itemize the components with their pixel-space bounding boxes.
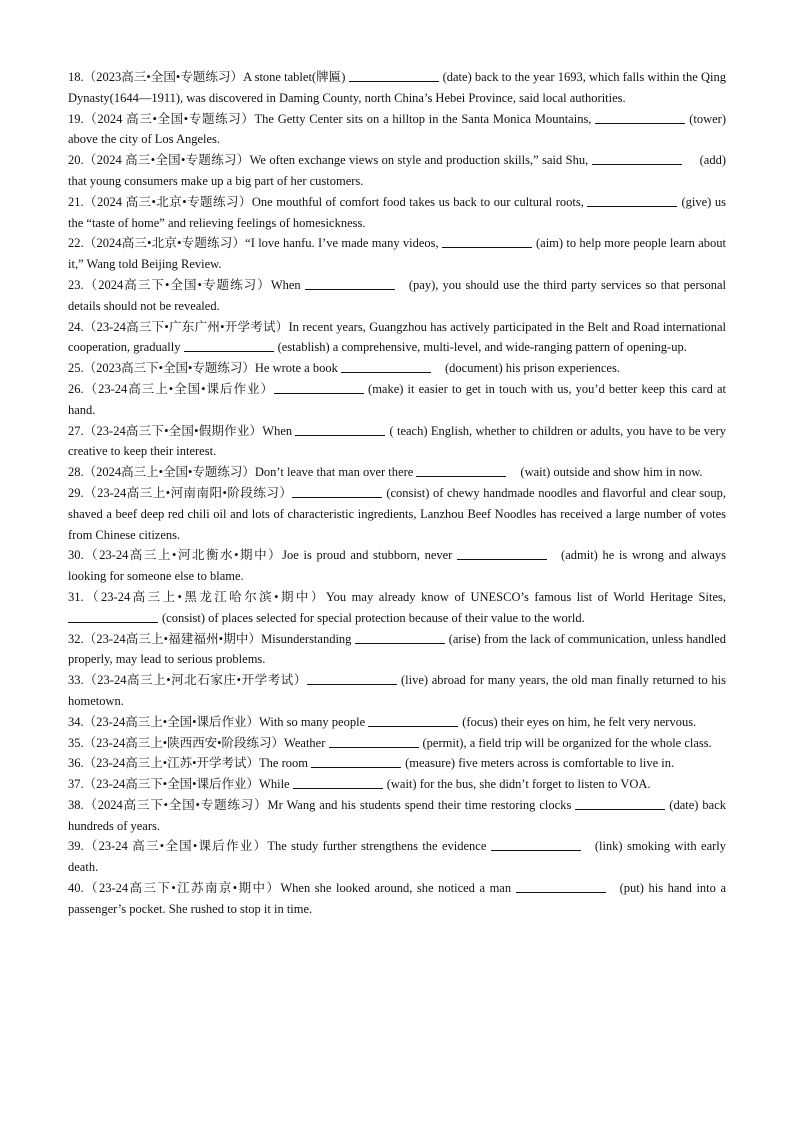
question-item: [68, 670, 726, 712]
question-text-after-blank: (permit), a field trip will be organized for the whole class.: [422, 735, 712, 750]
answer-blank[interactable]: [368, 713, 458, 727]
answer-blank[interactable]: [587, 193, 677, 207]
question-source: （23-24高三下•江苏南京•期中）: [83, 881, 281, 896]
answer-blank[interactable]: [592, 151, 682, 165]
answer-blank[interactable]: [491, 837, 581, 851]
answer-blank[interactable]: [292, 484, 382, 498]
question-number: 36.: [68, 756, 84, 771]
question-text-after-blank: (measure) five meters across is comfortable to live in.: [405, 756, 675, 771]
question-text-after-blank: (pay), you should use the third party services so that personal details should not be revealed.: [68, 277, 726, 313]
question-item: [68, 712, 726, 733]
question-item: [68, 733, 726, 754]
question-text-before-blank: While: [259, 777, 290, 792]
question-text-after-blank: (put) his hand into a passenger’s pocket. She rushed to stop it in time.: [68, 881, 727, 916]
question-item: [68, 67, 726, 109]
answer-blank[interactable]: [68, 609, 158, 623]
question-number: 38.: [68, 797, 84, 812]
answer-blank[interactable]: [295, 422, 385, 436]
question-source: （2023高三•全国•专题练习）: [83, 70, 244, 84]
question-text-after-blank: (link) smoking with early death.: [68, 839, 727, 875]
question-item: [68, 795, 726, 837]
question-text-after-blank: (date) back to the year 1693, which falls within the Qing Dynasty(1644—1911), was discovered in Daming County, north China’s Hebei Province, said local authorities.: [68, 70, 726, 105]
worksheet-page: [68, 67, 726, 920]
question-source: （23-24高三上•陕西西安•阶段练习）: [83, 735, 285, 750]
question-text-after-blank: (aim) to help more people learn about it,” Wang told Beijing Review.: [68, 236, 726, 272]
answer-blank[interactable]: [293, 775, 383, 789]
question-source: （23-24高三上•黑龙江哈尔滨•期中）: [83, 589, 326, 604]
answer-blank[interactable]: [516, 879, 606, 893]
question-number: 40.: [68, 881, 84, 896]
question-source: （23-24高三上•河北石家庄•开学考试）: [83, 673, 307, 688]
question-text-after-blank: (wait) for the bus, she didn’t forget to listen to VOA.: [386, 777, 651, 792]
question-number: 20.: [68, 153, 84, 168]
question-number: 33.: [68, 673, 84, 688]
question-text-after-blank: (add) that young consumers make up a big part of her customers.: [68, 153, 727, 188]
question-number: 25.: [68, 361, 84, 376]
answer-blank[interactable]: [329, 734, 419, 748]
question-text-before-blank: When: [262, 423, 293, 438]
question-item: [68, 753, 726, 774]
question-item: [68, 109, 726, 151]
question-number: 32.: [68, 631, 84, 646]
question-number: 31.: [68, 589, 84, 604]
question-number: 22.: [68, 236, 84, 251]
question-text-after-blank: (arise) from the lack of communication, unless handled properly, may lead to serious problems.: [68, 631, 726, 667]
question-number: 26.: [68, 381, 84, 396]
question-text-before-blank: “I love hanfu. I’ve made many videos,: [245, 236, 439, 251]
question-source: （2024 高三•北京•专题练习）: [83, 194, 252, 209]
question-number: 30.: [68, 548, 84, 563]
question-source: （2024高三下•全国•专题练习）: [83, 797, 268, 812]
question-item: [68, 275, 726, 317]
question-source: （23-24高三上•全国•课后作业）: [83, 381, 275, 396]
question-item: [68, 774, 726, 795]
answer-blank[interactable]: [457, 546, 547, 560]
question-source: （2024 高三•全国•专题练习）: [83, 111, 255, 126]
question-text-after-blank: (establish) a comprehensive, multi-level, and wide-ranging pattern of opening-up.: [277, 340, 687, 355]
question-item: [68, 317, 726, 359]
question-text-before-blank: With so many people: [259, 714, 366, 729]
question-text-before-blank: We often exchange views on style and production skills,” said Shu,: [249, 153, 589, 168]
question-source: （2024高三下•全国•专题练习）: [83, 277, 271, 292]
question-text-before-blank: You may already know of UNESCO’s famous list of World Heritage Sites,: [325, 589, 726, 604]
question-number: 39.: [68, 839, 84, 854]
question-item: [68, 192, 726, 234]
question-source: （2023高三下•全国•专题练习）: [83, 361, 255, 376]
question-item: [68, 150, 726, 192]
question-number: 27.: [68, 423, 84, 438]
question-number: 28.: [68, 465, 84, 480]
answer-blank[interactable]: [355, 630, 445, 644]
question-item: [68, 545, 726, 587]
question-source: （2024高三•北京•专题练习）: [83, 236, 246, 251]
question-source: （2024高三上•全国•专题练习）: [83, 465, 255, 480]
question-text-before-blank: In recent years, Guangzhou has actively participated in the Belt and Road international cooperation, gradually: [68, 319, 726, 355]
question-number: 37.: [68, 777, 84, 792]
question-source: （23-24高三下•全国•课后作业）: [83, 777, 260, 792]
question-number: 29.: [68, 485, 84, 500]
question-item: [68, 836, 726, 878]
question-text-after-blank: (consist) of places selected for special protection because of their value to the world.: [162, 610, 585, 625]
answer-blank[interactable]: [442, 234, 532, 248]
answer-blank[interactable]: [307, 671, 397, 685]
question-item: [68, 421, 726, 463]
question-item: [68, 587, 726, 629]
question-text-before-blank: Weather: [284, 735, 326, 750]
question-text-before-blank: When she looked around, she noticed a man: [280, 881, 512, 896]
question-number: 34.: [68, 714, 84, 729]
question-text-after-blank: (tower) above the city of Los Angeles.: [68, 111, 727, 147]
question-text-after-blank: ( teach) English, whether to children or adults, you have to be very creative to keep their interest.: [68, 423, 726, 459]
question-number: 18.: [68, 70, 84, 84]
answer-blank[interactable]: [416, 463, 506, 477]
answer-blank[interactable]: [595, 110, 685, 124]
question-source: （23-24 高三•全国•课后作业）: [83, 839, 268, 854]
question-text-after-blank: (make) it easier to get in touch with us, you’d better keep this card at hand.: [68, 381, 726, 417]
question-source: （23-24高三上•河北衡水•期中）: [83, 548, 283, 563]
question-text-before-blank: The study further strengthens the evidence: [267, 839, 487, 854]
question-item: [68, 462, 726, 483]
question-item: [68, 233, 726, 275]
question-number: 24.: [68, 319, 84, 334]
question-text-before-blank: One mouthful of comfort food takes us back to our cultural roots,: [251, 194, 584, 209]
question-text-after-blank: (give) us the “taste of home” and relieving feelings of homesickness.: [68, 194, 726, 230]
question-text-after-blank: (document) his prison experiences.: [444, 361, 620, 376]
question-text-before-blank: Misunderstanding: [261, 631, 352, 646]
question-item: [68, 358, 726, 379]
question-text-before-blank: The room: [259, 756, 308, 771]
question-number: 21.: [68, 194, 84, 209]
answer-blank[interactable]: [274, 380, 364, 394]
answer-blank[interactable]: [305, 276, 395, 290]
question-item: [68, 878, 726, 920]
question-text-before-blank: Joe is proud and stubborn, never: [282, 548, 453, 563]
question-text-after-blank: (consist) of chewy handmade noodles and flavorful and clear soup, shaved a beef deep red chili oil and lots of characteristic ingredients, Lanzhou Beef Noodles has received a large number of votes from Chinese citizens.: [68, 485, 726, 542]
question-text-after-blank: (date) back hundreds of years.: [68, 797, 726, 833]
question-text-after-blank: (focus) their eyes on him, he felt very nervous.: [462, 714, 697, 729]
question-source: （23-24高三上•江苏•开学考试）: [83, 756, 260, 771]
question-source: （23-24高三上•全国•课后作业）: [83, 714, 260, 729]
answer-blank[interactable]: [349, 68, 439, 82]
question-text-before-blank: A stone tablet(牌匾): [243, 70, 346, 84]
answer-blank[interactable]: [575, 796, 665, 810]
question-text-before-blank: Mr Wang and his students spend their time restoring clocks: [267, 797, 572, 812]
question-number: 19.: [68, 111, 84, 126]
question-source: （23-24高三下•全国•假期作业）: [83, 423, 263, 438]
question-source: （23-24高三上•河南南阳•阶段练习）: [83, 485, 293, 500]
answer-blank[interactable]: [311, 754, 401, 768]
question-number: 35.: [68, 735, 84, 750]
question-text-before-blank: Don’t leave that man over there: [254, 465, 414, 480]
question-item: [68, 379, 726, 421]
question-text-before-blank: He wrote a book: [254, 361, 338, 376]
question-text-before-blank: The Getty Center sits on a hilltop in the Santa Monica Mountains,: [254, 111, 592, 126]
question-text-after-blank: (live) abroad for many years, the old man finally returned to his hometown.: [68, 673, 726, 708]
question-source: （2024 高三•全国•专题练习）: [83, 153, 250, 168]
question-item: [68, 483, 726, 545]
answer-blank[interactable]: [341, 359, 431, 373]
question-item: [68, 629, 726, 671]
question-source: （23-24高三上•福建福州•期中）: [83, 631, 262, 646]
question-text-after-blank: (admit) he is wrong and always looking for someone else to blame.: [68, 548, 726, 584]
question-text-after-blank: (wait) outside and show him in now.: [520, 465, 703, 480]
question-number: 23.: [68, 277, 84, 292]
question-text-before-blank: When: [270, 277, 301, 292]
question-source: （23-24高三下•广东广州•开学考试）: [83, 319, 289, 334]
answer-blank[interactable]: [184, 338, 274, 352]
